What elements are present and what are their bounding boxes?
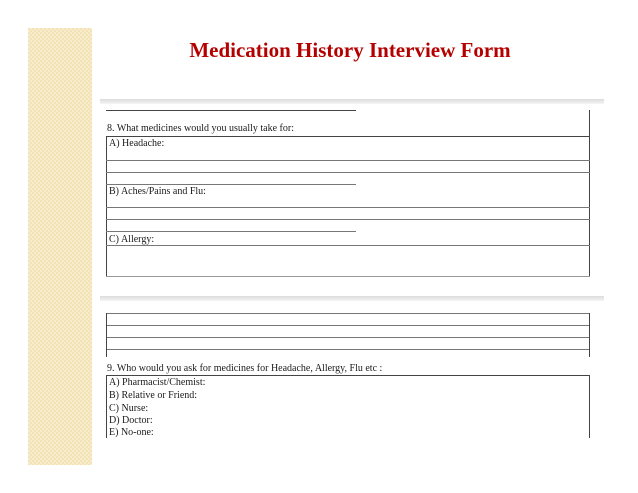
options-box-right bbox=[589, 375, 590, 438]
page-title: Medication History Interview Form bbox=[189, 38, 511, 62]
option-relative: B) Relative or Friend: bbox=[109, 390, 198, 401]
options-box-left bbox=[106, 375, 107, 438]
question-9-text: 9. Who would you ask for medicines for Headache, Allergy, Flu etc : bbox=[107, 363, 383, 374]
form-border-left bbox=[106, 136, 107, 276]
answer-c-line[interactable] bbox=[106, 245, 590, 246]
answer-a-line-1[interactable] bbox=[106, 160, 590, 161]
options-box-top bbox=[106, 375, 590, 376]
answer-b-label: B) Aches/Pains and Flu: bbox=[109, 186, 206, 197]
answer-b-line-2[interactable] bbox=[106, 219, 590, 220]
option-pharmacist: A) Pharmacist/Chemist: bbox=[109, 377, 206, 388]
answer-a-line-2[interactable] bbox=[106, 172, 590, 173]
upper-box-right bbox=[589, 313, 590, 357]
prev-answer-line-3 bbox=[106, 337, 590, 338]
top-rule bbox=[106, 110, 356, 111]
option-doctor: D) Doctor: bbox=[109, 415, 153, 426]
upper-box-left bbox=[106, 313, 107, 357]
answer-a-line-3[interactable] bbox=[106, 184, 356, 185]
prev-answer-line-4 bbox=[106, 349, 590, 350]
scan-edge-shadow-2 bbox=[100, 296, 604, 301]
form-border-top bbox=[106, 136, 590, 137]
prev-answer-line-1 bbox=[106, 313, 590, 314]
form-border-right bbox=[589, 110, 590, 276]
decorative-side-stripe bbox=[28, 28, 92, 465]
answer-b-line-1[interactable] bbox=[106, 207, 590, 208]
answer-c-label: C) Allergy: bbox=[109, 234, 155, 245]
form-border-bottom bbox=[106, 276, 590, 277]
answer-b-line-3[interactable] bbox=[106, 231, 356, 232]
answer-a-label: A) Headache: bbox=[109, 138, 165, 149]
scan-edge-shadow bbox=[100, 99, 604, 104]
option-no-one: E) No-one: bbox=[109, 427, 154, 438]
option-nurse: C) Nurse: bbox=[109, 403, 149, 414]
question-8-text: 8. What medicines would you usually take for: bbox=[107, 123, 294, 134]
prev-answer-line-2 bbox=[106, 325, 590, 326]
